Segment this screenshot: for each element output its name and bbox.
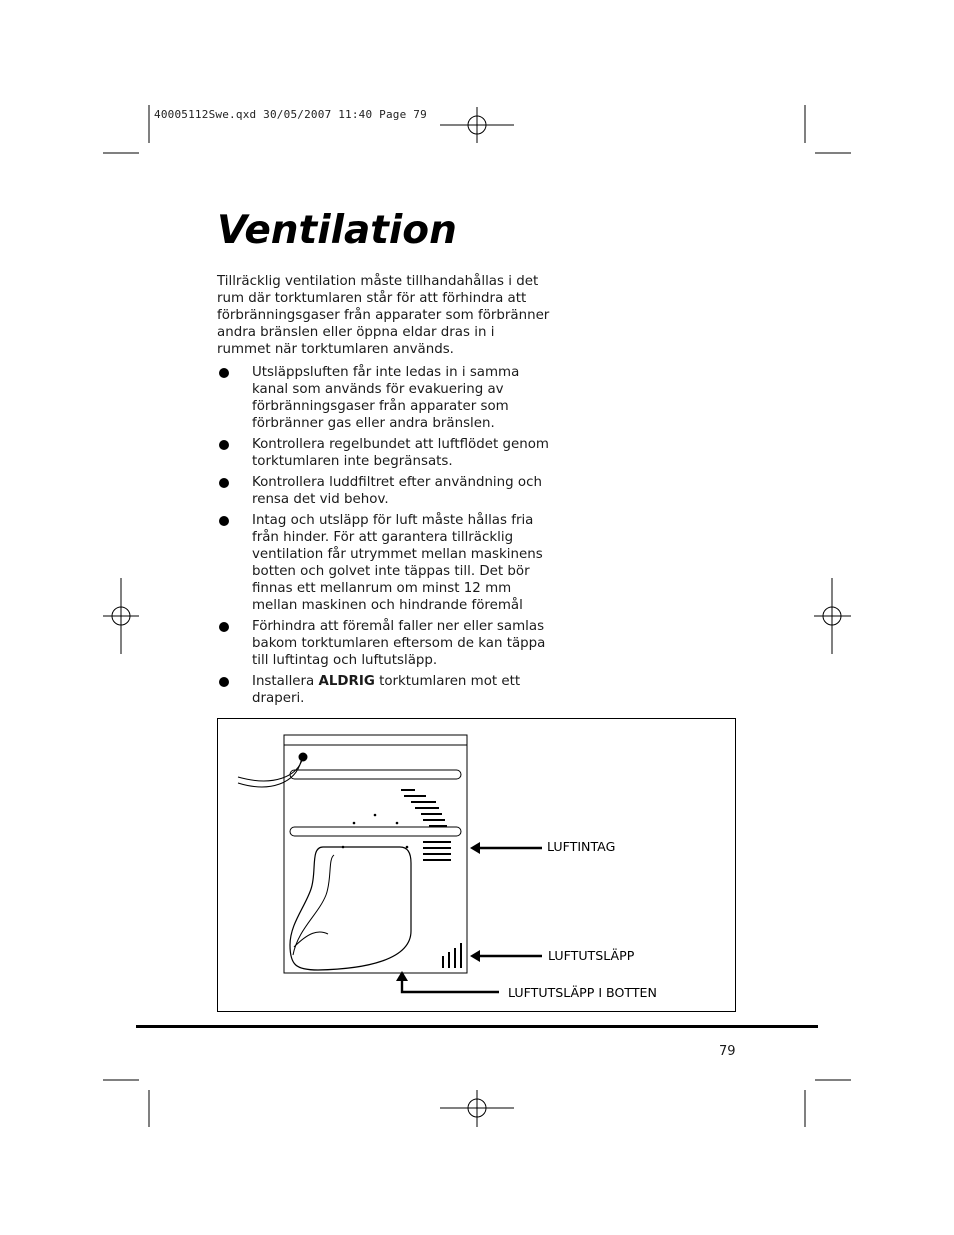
bullet-icon xyxy=(219,478,229,488)
list-item-text-before: Installera xyxy=(252,674,319,690)
outlet-vent-bars xyxy=(443,943,461,968)
list-item xyxy=(217,618,557,669)
list-item-text: Kontrollera luddfiltret efter användning och rensa det vid behov. xyxy=(252,474,542,508)
label-bottom-outlet: LUFTUTSLÄPP I BOTTEN xyxy=(508,985,657,1000)
list-item-text-after: torktumlaren mot ett draperi. xyxy=(252,674,521,707)
control-strip xyxy=(290,770,461,779)
list-item-text: Förhindra att föremål faller ner eller samlas bakom torktumlaren eftersom de kan täppa till luftintag och luftutsläpp. xyxy=(252,619,546,669)
bullet-icon xyxy=(219,440,229,450)
slug-line: 40005112Swe.qxd 30/05/2007 11:40 Page 79 xyxy=(154,108,427,121)
dryer-illustration xyxy=(218,719,737,1013)
list-item xyxy=(217,364,557,432)
list-item-text: Kontrollera regelbundet att luftflödet genom torktumlaren inte begränsats. xyxy=(252,437,549,470)
list-item xyxy=(217,512,557,615)
page-title: Ventilation xyxy=(217,208,457,253)
door-inner-curve xyxy=(294,932,328,947)
list-item-text: Intag och utsläpp för luft måste hållas fria från hinder. För att garantera tillräcklig ventilation får utrymmet mellan maskinens botten och golvet inte täppas till. Det bör finnas ett mellanrum om minst 12 mm mellan maskinen och hindrande föremål xyxy=(252,512,543,614)
dryer-door xyxy=(290,847,411,970)
door-strip xyxy=(290,827,461,836)
label-air-outlet: LUFTUTSLÄPP xyxy=(548,948,635,963)
dryer-ventilation-diagram xyxy=(217,718,736,1012)
list-item xyxy=(217,436,557,470)
bullet-icon xyxy=(219,368,229,378)
arrow-intake-head xyxy=(470,842,480,854)
arrow-bottom-shaft xyxy=(402,973,499,992)
arrow-outlet-head xyxy=(470,950,480,962)
intake-grille xyxy=(423,842,451,860)
page-number: 79 xyxy=(719,1044,736,1059)
power-cord xyxy=(238,757,303,781)
list-item xyxy=(217,474,557,508)
intro-paragraph: Tillräcklig ventilation måste tillhandahållas i det rum där torktumlaren står för att förhindra att förbränningsgaser från apparater som förbränner andra bränslen eller öppna eldar dras in i rummet när torktumlaren används. xyxy=(217,274,550,358)
bullet-icon xyxy=(219,622,229,632)
panel-dots xyxy=(342,814,409,849)
bullet-icon xyxy=(219,677,229,687)
list-item-emphasis: ALDRIG xyxy=(318,674,375,690)
footer-rule xyxy=(136,1025,818,1028)
list-item-text: Utsläppsluften får inte ledas in i samma kanal som används för evakuering av förbränningsgaser från apparater som förbränner gas eller andra bränslen. xyxy=(252,365,520,432)
bullet-icon xyxy=(219,516,229,526)
label-air-intake: LUFTINTAG xyxy=(547,839,616,854)
list-item xyxy=(217,673,557,707)
intake-vent-slots xyxy=(401,790,447,826)
bullet-list xyxy=(217,364,557,711)
